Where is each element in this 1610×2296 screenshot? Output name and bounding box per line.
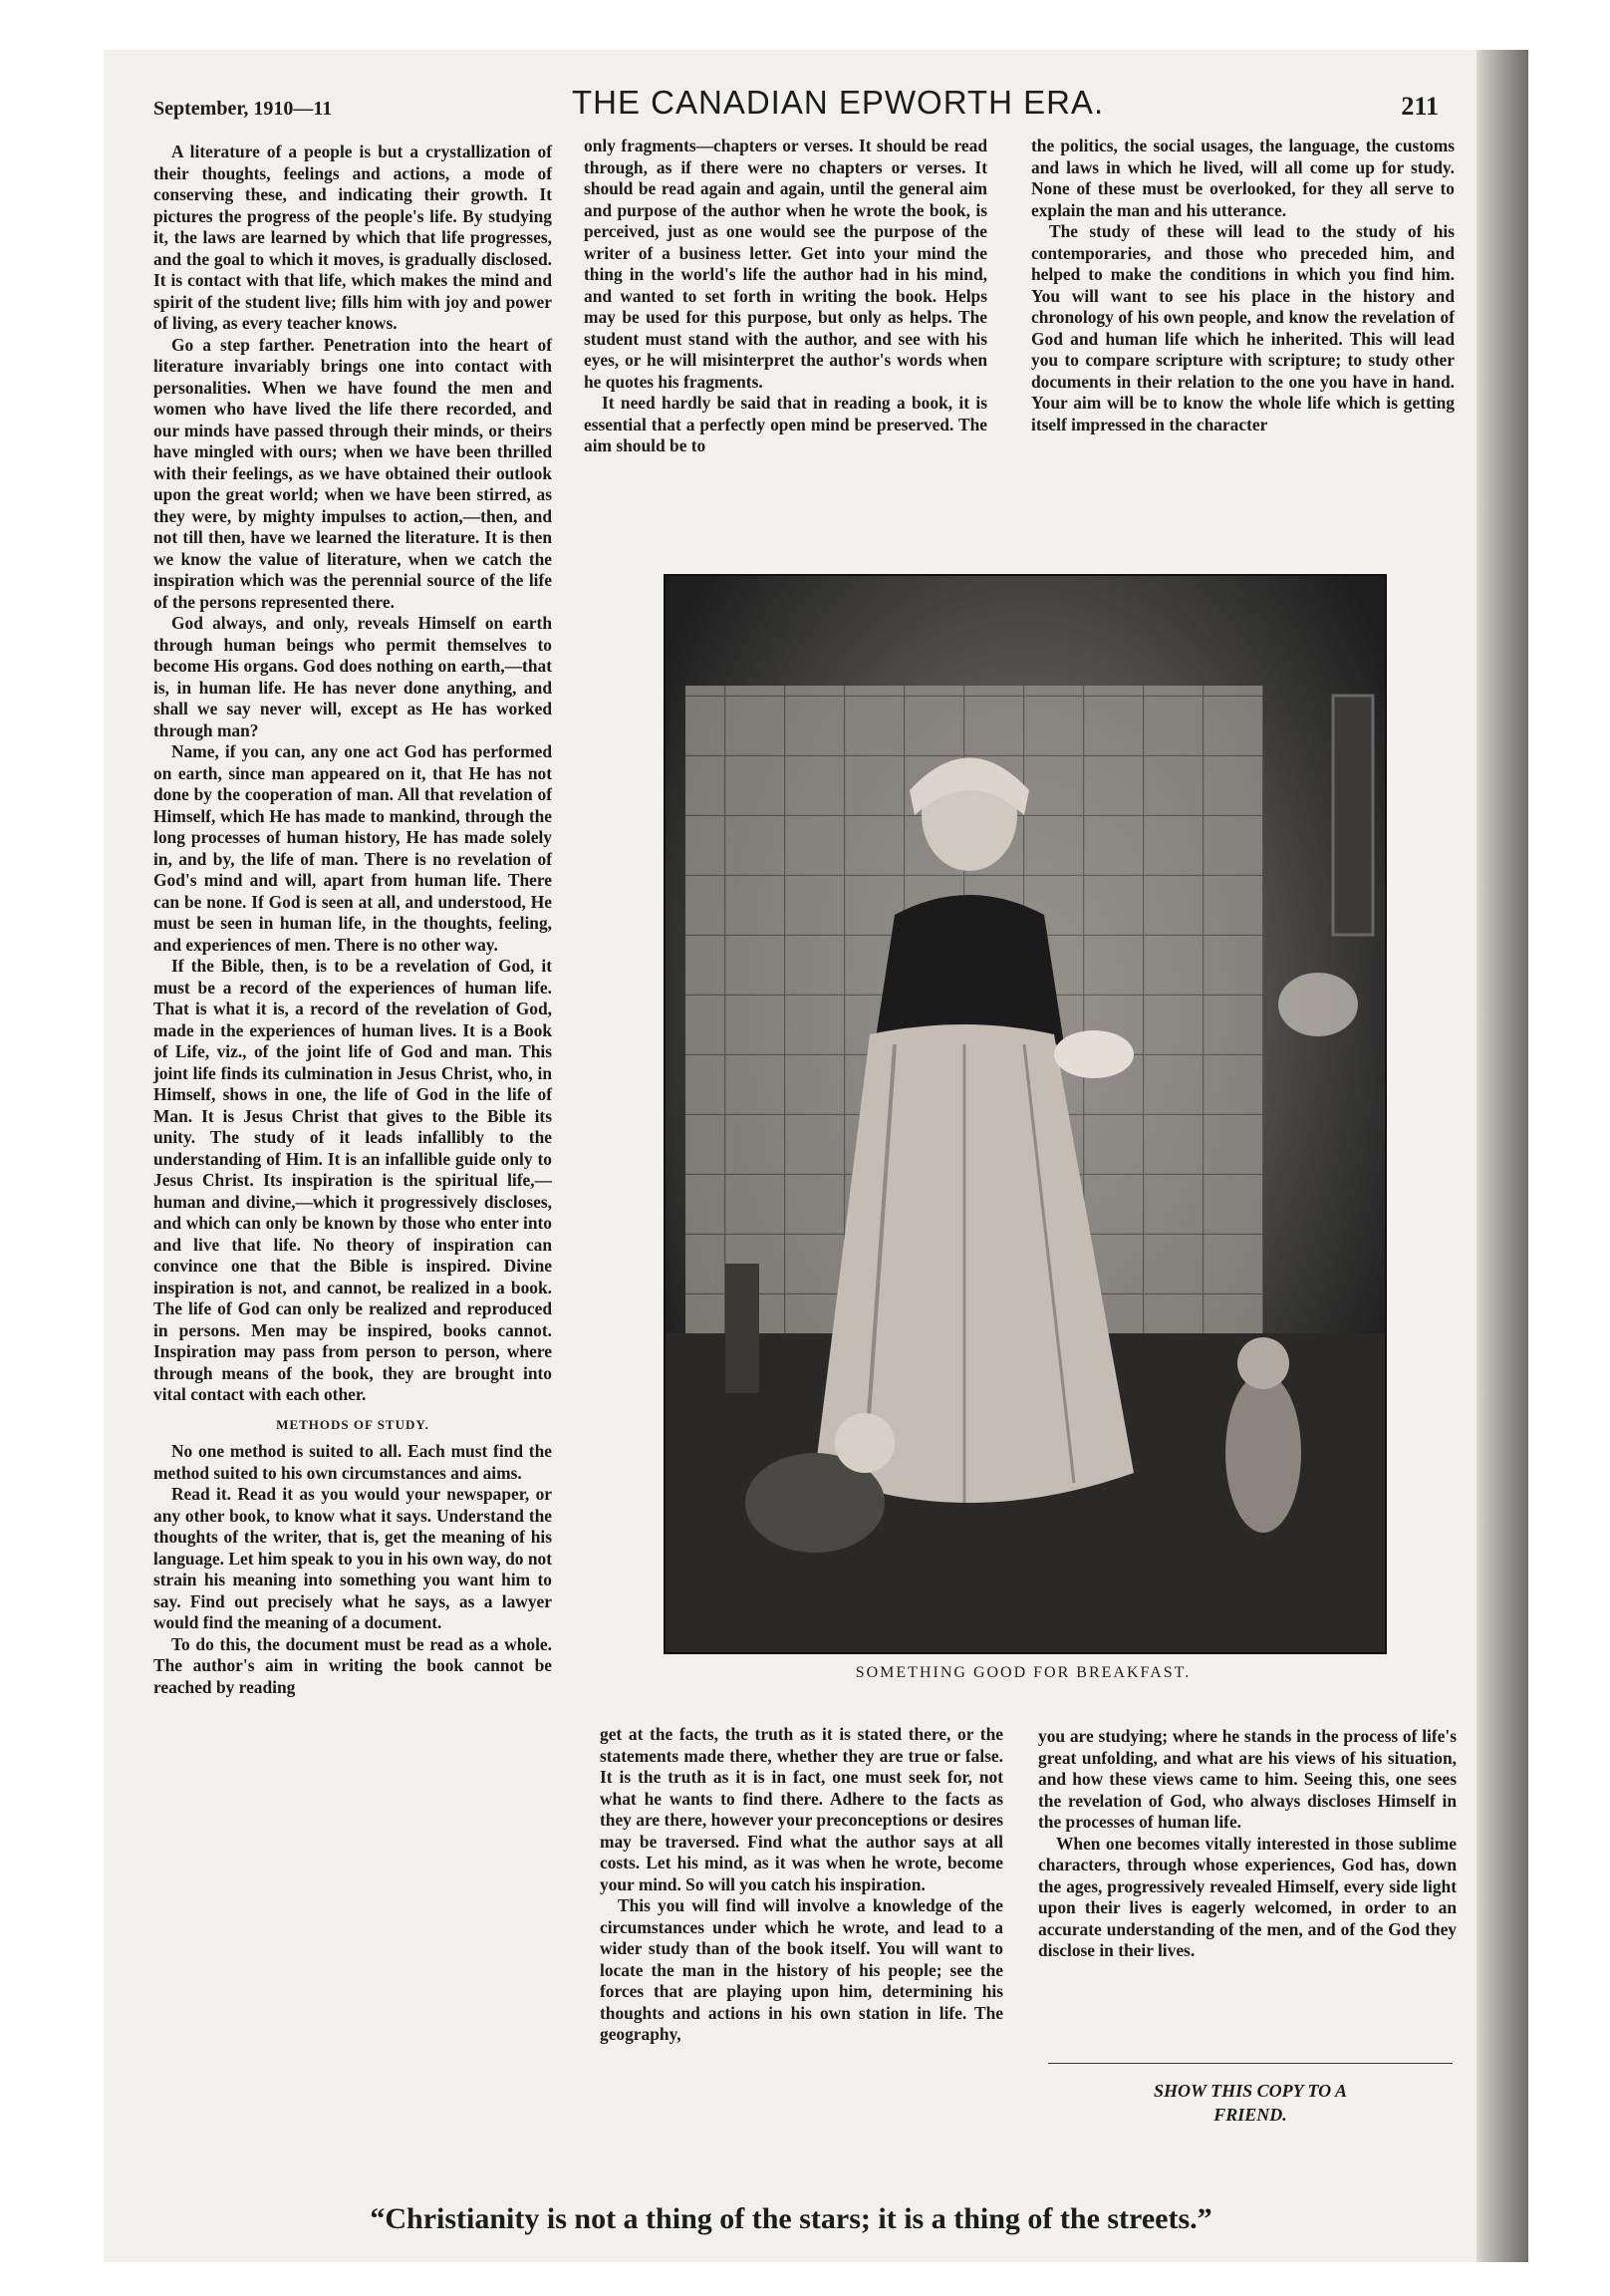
paragraph: the politics, the social usages, the language, the customs and laws in which he lived, will all come up for study. None of these must be overlooked, for they all serve to explain the man and his utterance. (1031, 136, 1455, 220)
page-number: 211 (1401, 92, 1439, 121)
column-middle-top (584, 136, 987, 457)
photo-illustration (666, 576, 1385, 1652)
magazine-page (104, 50, 1528, 2262)
page-edge-shadow (1476, 50, 1528, 2262)
paragraph: The study of these will lead to the study of his contemporaries, and those who preceded him, and helped to make the conditions in which you find him. You will want to see his place in the history and chronology of his own people, and know the revelation of God and human life which he inherited. This will lead you to compare scripture with scripture; to study other documents in their relation to the one you have in hand. Your aim will be to know the whole life which is getting itself impressed in the character (1031, 221, 1455, 434)
column-left (153, 142, 552, 1698)
paragraph: No one method is suited to all. Each must find the method suited to his own circumstances and aims. (153, 1441, 552, 1483)
footer-quote: “Christianity is not a thing of the stars; it is a thing of the streets.” (370, 2202, 1212, 2235)
page-header (153, 80, 1449, 130)
share-notice (1048, 2079, 1453, 2127)
photo-caption: SOMETHING GOOD FOR BREAKFAST. (855, 1664, 1192, 1681)
paragraph: If the Bible, then, is to be a revelation of God, it must be a record of the experiences of human life. That is what it is, a record of the revelation of God, made in the experiences of human lives. It is a Book of Life, viz., of the joint life of God and man. This joint life finds its culmination in Jesus Christ, who, in Himself, shows in one, the life of God in the life of Man. It is Jesus Christ that gives to the Bible its unity. The study of it leads infallibly to the understanding of Him. It is an infallible guide only to Jesus Christ. Its inspiration is the spiritual life,—human and divine,—which it progressively discloses, and which can only be known by those who enter into and live that life. No theory of inspiration can convince one that the Bible is inspired. Divine inspiration is not, and cannot, be realized in a book. The life of God can only be realized and reproduced in persons. Men may be inspired, books cannot. Inspiration may pass from person to person, where through means of the book, they are brought into vital contact with each other. (153, 956, 552, 1404)
share-line: SHOW THIS COPY TO A (1153, 2081, 1348, 2101)
column-right-bottom (1038, 1726, 1457, 1962)
magazine-title: THE CANADIAN EPWORTH ERA. (572, 84, 1105, 121)
paragraph: get at the facts, the truth as it is stated there, or the statements made there, whether they are true or false. It is the truth as it is in fact, one must seek for, not what he wants to find there. Adhere to the facts as they are there, however your preconceptions or desires may be traversed. Find what the author says at all costs. Let his mind, as it was when he wrote, become your mind. So will you catch his inspiration. (600, 1724, 1003, 1894)
paragraph: Name, if you can, any one act God has performed on earth, since man appeared on it, that He has not done by the cooperation of man. All that revelation of Himself, which He has made to mankind, through the long processes of human history, He has made solely in, and by, the life of man. There is no revelation of God's mind and will, apart from human life. There can be none. If God is seen at all, and understood, He must be seen in human life, in the thoughts, feeling, and experiences of men. There is no other way. (153, 741, 552, 955)
paragraph: A literature of a people is but a crystallization of their thoughts, feelings and actions, a mode of conserving these, and indicating their growth. It pictures the progress of the people's life. By studying it, the laws are learned by which that life progresses, and the goal to which it moves, is gradually disclosed. It is contact with that life, which makes the mind and spirit of the student live; fills him with joy and power of living, as every teacher knows. (153, 142, 552, 333)
paragraph: This you will find will involve a knowledge of the circumstances under which he wrote, and lead to a wider study than of the book itself. You will want to locate the man in the history of his people; see the forces that are playing upon him, determining his thoughts and actions in his own station in life. The geography, (600, 1895, 1003, 2044)
column-middle-bottom (600, 1724, 1003, 2046)
share-line: FRIEND. (1213, 2105, 1287, 2125)
paragraph: To do this, the document must be read as a whole. The author's aim in writing the book cannot be reached by reading (153, 1633, 552, 1697)
column-right-top (1031, 136, 1455, 435)
photograph (664, 574, 1387, 1654)
paragraph: When one becomes vitally interested in those sublime characters, through whose experiences, God has, down the ages, progressively revealed Himself, every side light upon their lives is eagerly welcomed, in order to an accurate understanding of the men, and of the God they disclose in their lives. (1038, 1833, 1457, 1960)
paragraph: It need hardly be said that in reading a book, it is essential that a perfectly open mind be preserved. The aim should be to (584, 393, 987, 455)
paragraph: Go a step farther. Penetration into the heart of literature invariably brings one into contact with personalities. When we have found the men and women who have lived the life there recorded, and our minds have passed through their minds, or theirs have mingled with ours; when we have been thrilled with their feelings, as we have obtained their outlook upon the great world; when we have been stirred, as they were, by mighty impulses to action,—then, and not till then, have we learned the literature. It is then we know the value of literature, when we catch the inspiration which was the perennial source of the life of the persons represented there. (153, 334, 552, 612)
paragraph: Read it. Read it as you would your newspaper, or any other book, to know what it says. Understand the thoughts of the writer, that is, get the meaning of his language. Let him speak to you in his own way, do not strain his meaning into something you want him to say. Find out precisely what he says, as a lawyer would find the meaning of a document. (153, 1484, 552, 1632)
section-subheading: METHODS OF STUDY. (276, 1416, 429, 1432)
paragraph: God always, and only, reveals Himself on earth through human beings who permit themselves to become His organs. God does nothing on earth,—that is, in human life. He has never done anything, and shall we say never will, except as He has worked through man? (153, 613, 552, 740)
paragraph: only fragments—chapters or verses. It should be read through, as if there were no chapters or verses. It should be read again and again, until the general aim and purpose of the author when he wrote the book, is perceived, just as one would see the purpose of the writer of a business letter. Get into your mind the thing in the world's life the author had in his mind, and wanted to set forth in writing the book. Helps may be used for this purpose, but only as helps. The student must stand with the author, and see with his eyes, or he will misinterpret the author's words when he quotes his fragments. (584, 136, 987, 392)
divider-rule (1048, 2063, 1453, 2064)
issue-date: September, 1910—11 (153, 98, 333, 120)
paragraph: you are studying; where he stands in the process of life's great unfolding, and what are his views of his situation, and how these views came to him. Seeing this, one sees the revelation of God, who always discloses Himself in the processes of human life. (1038, 1726, 1457, 1832)
